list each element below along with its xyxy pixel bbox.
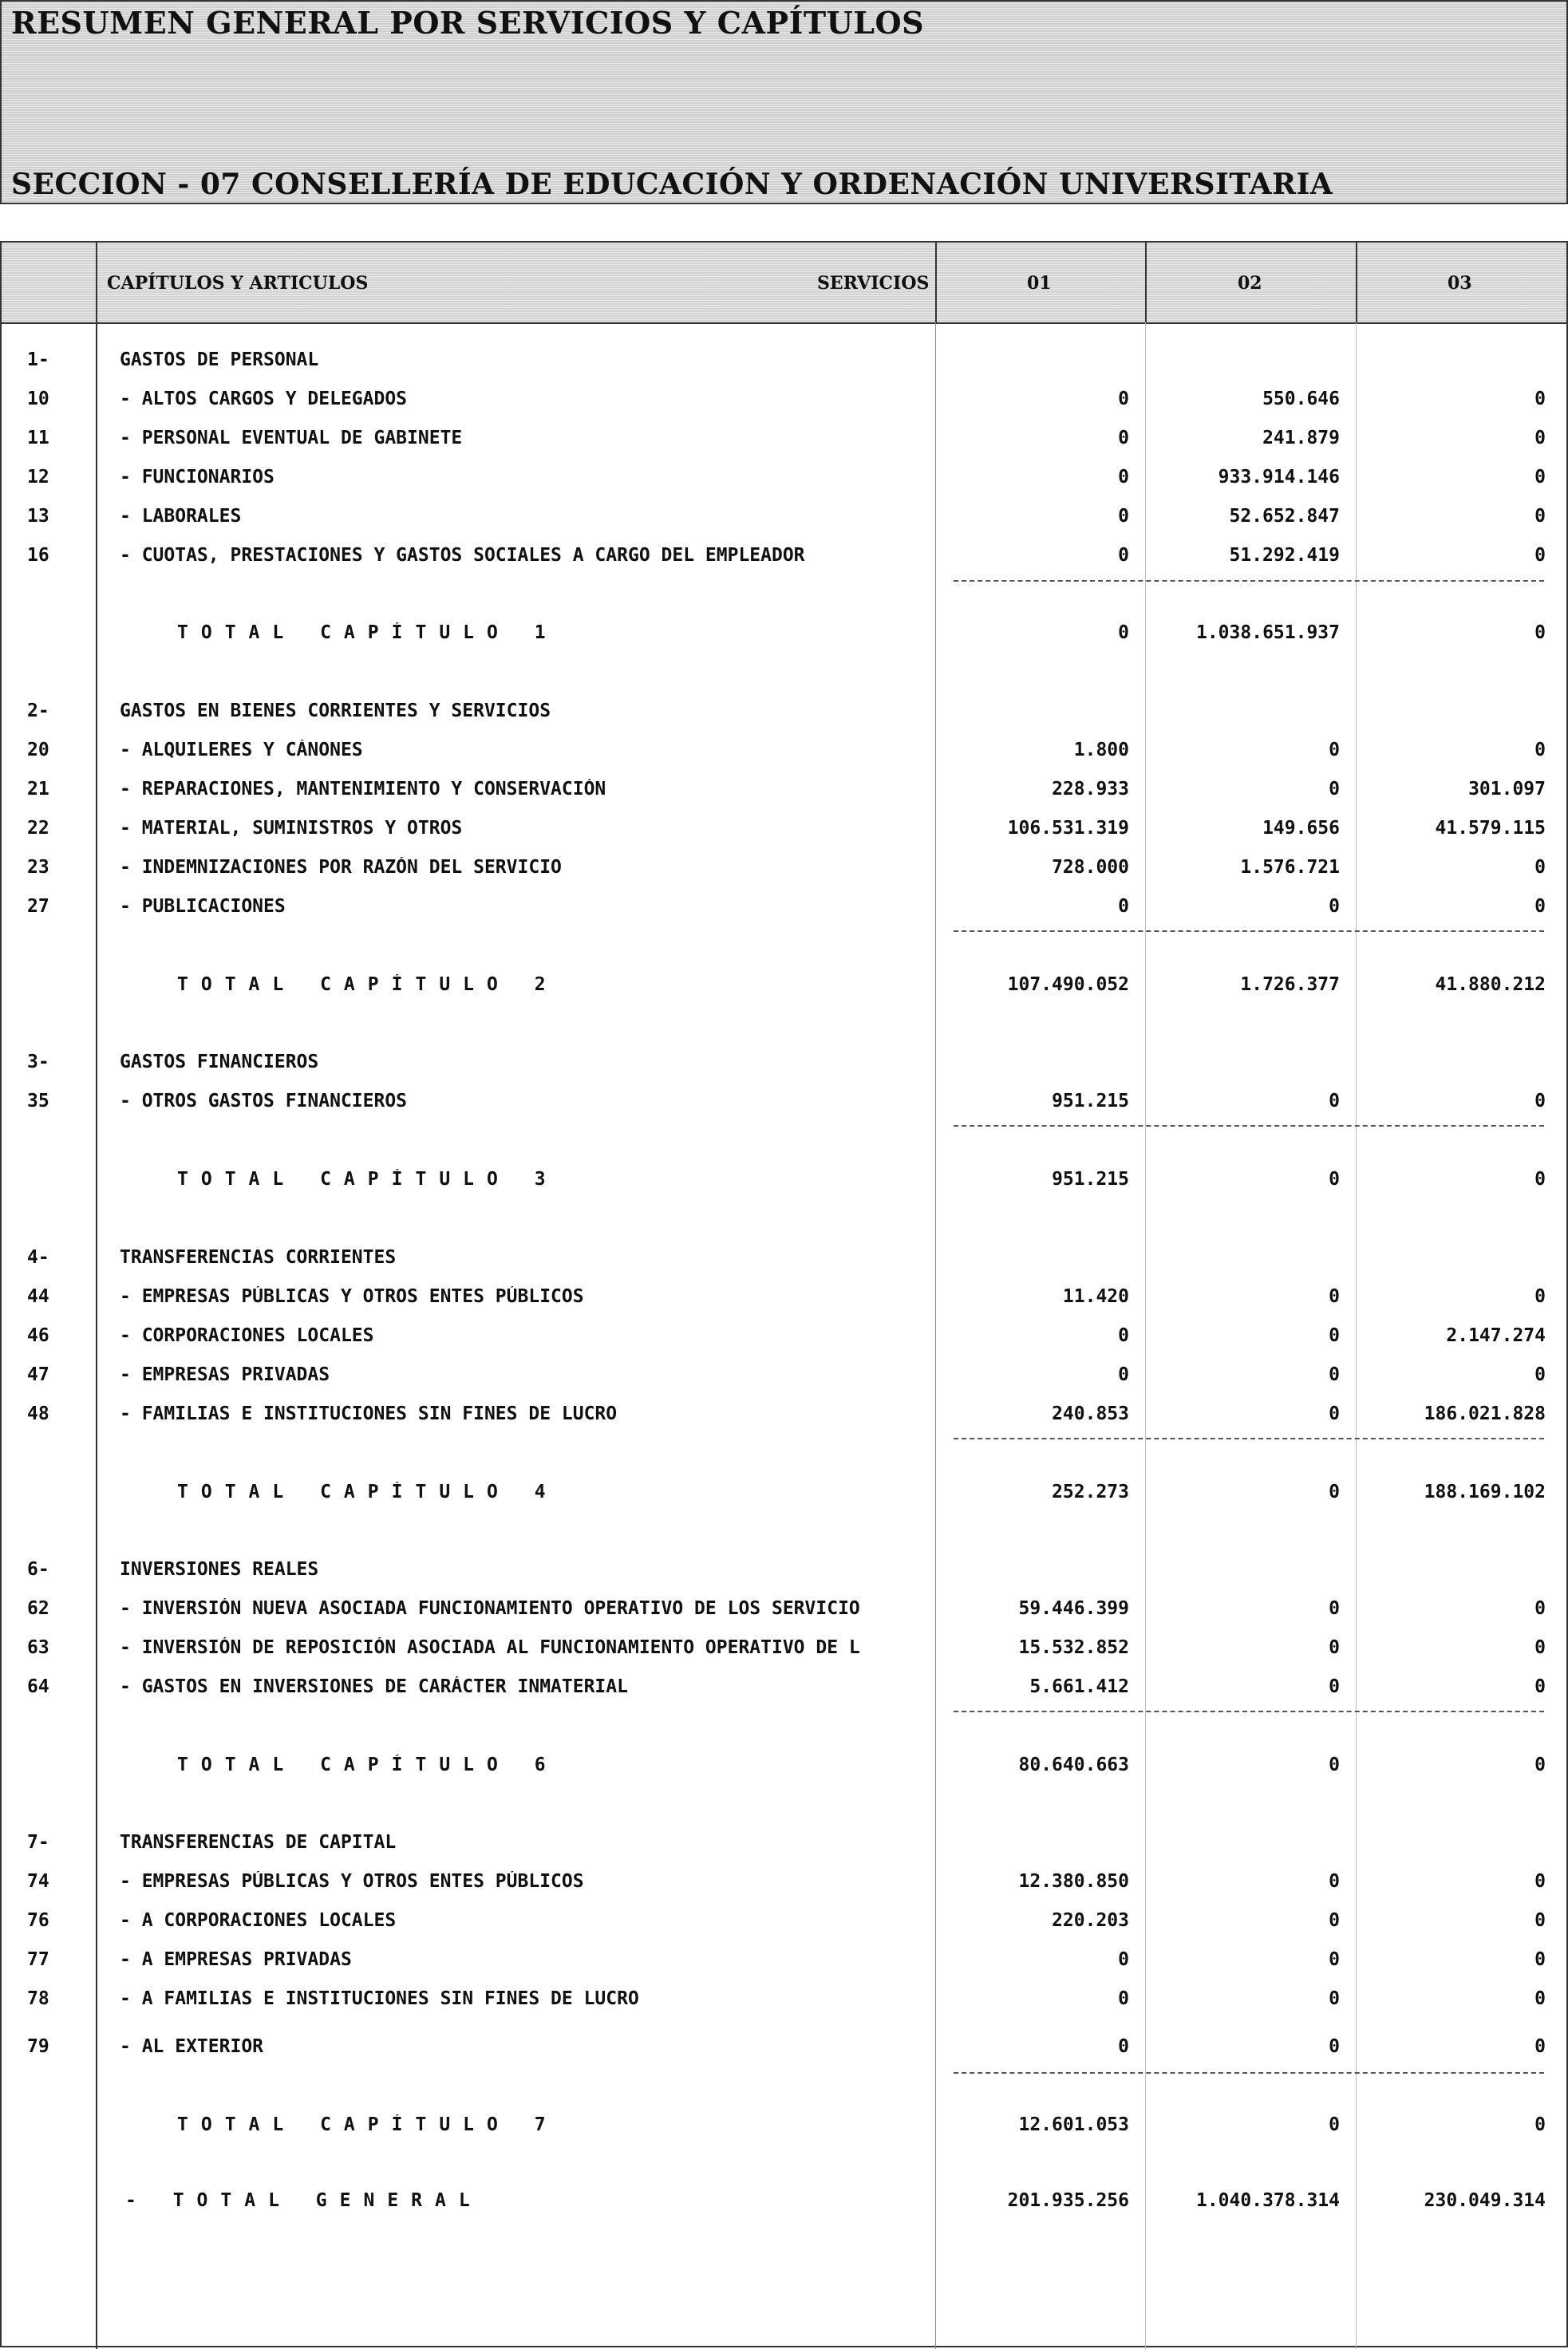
table-row xyxy=(2,1321,1568,1352)
value-servicio-03: 0 xyxy=(1534,1676,1546,1697)
row-label: GASTOS DE PERSONAL xyxy=(120,349,319,370)
row-label: - AL EXTERIOR xyxy=(120,2036,264,2057)
value-servicio-02: 0 xyxy=(1329,1325,1340,1346)
value-servicio-02: 0 xyxy=(1329,1364,1340,1385)
value-servicio-01: 12.380.850 xyxy=(1018,1871,1129,1892)
subtotal-separator xyxy=(954,1125,1544,1127)
value-servicio-03: 0 xyxy=(1534,1988,1546,2009)
chapter-total-row xyxy=(2,1750,1568,1782)
row-label: TRANSFERENCIAS DE CAPITAL xyxy=(120,1832,397,1853)
report-header xyxy=(0,0,1568,204)
subtotal-separator xyxy=(954,580,1544,582)
row-code: 13 xyxy=(27,506,49,527)
report-title: RESUMEN GENERAL POR SERVICIOS Y CAPÍTULOS xyxy=(11,5,925,41)
value-servicio-02: 0 xyxy=(1329,896,1340,917)
value-servicio-03: 0 xyxy=(1534,1910,1546,1931)
value-servicio-02: 0 xyxy=(1329,1949,1340,1970)
table-row xyxy=(2,735,1568,767)
row-code: 21 xyxy=(27,779,49,799)
value-servicio-01: 220.203 xyxy=(1052,1910,1129,1931)
value-servicio-02: 0 xyxy=(1329,1676,1340,1697)
table-row xyxy=(2,1944,1568,1976)
table-row xyxy=(2,852,1568,884)
section-title: SECCION - 07 CONSELLERÍA DE EDUCACIÓN Y ORDENACIÓN UNIVERSITARIA xyxy=(11,168,1333,201)
value-servicio-02: 1.576.721 xyxy=(1240,857,1340,878)
row-code: 16 xyxy=(27,545,49,566)
value-servicio-03: 0 xyxy=(1534,545,1546,566)
value-servicio-01: 0 xyxy=(1118,467,1129,488)
row-label: TOTAL CAPÍTULO 2 xyxy=(177,974,559,995)
divider-col-01 xyxy=(1145,243,1147,322)
row-code: 3- xyxy=(27,1052,49,1072)
table-row xyxy=(2,1086,1568,1118)
value-servicio-02: 0 xyxy=(1329,740,1340,760)
value-servicio-02: 0 xyxy=(1329,2114,1340,2135)
value-servicio-01: 11.420 xyxy=(1062,1286,1129,1307)
value-servicio-02: 0 xyxy=(1329,1637,1340,1658)
header-col-03: 03 xyxy=(1448,273,1472,294)
value-servicio-01: 0 xyxy=(1118,1364,1129,1385)
row-code: 23 xyxy=(27,857,49,878)
row-label: - CORPORACIONES LOCALES xyxy=(120,1325,374,1346)
row-code: 1- xyxy=(27,349,49,370)
row-code: 20 xyxy=(27,740,49,760)
chapter-total-row xyxy=(2,618,1568,649)
row-label: - EMPRESAS PRIVADAS xyxy=(120,1364,330,1385)
subtotal-separator xyxy=(954,930,1544,932)
row-code: 78 xyxy=(27,1988,49,2009)
chapter-row xyxy=(2,1554,1568,1586)
value-servicio-03: 0 xyxy=(1534,467,1546,488)
summary-table xyxy=(0,241,1568,2347)
chapter-row xyxy=(2,696,1568,728)
value-servicio-02: 0 xyxy=(1329,1910,1340,1931)
value-servicio-02: 0 xyxy=(1329,1988,1340,2009)
chapter-total-row xyxy=(2,1477,1568,1509)
chapter-total-row xyxy=(2,1164,1568,1196)
row-code: 77 xyxy=(27,1949,49,1970)
row-code: 62 xyxy=(27,1598,49,1619)
table-row xyxy=(2,1866,1568,1898)
row-code: 48 xyxy=(27,1403,49,1424)
header-capitulos: CAPÍTULOS Y ARTICULOS xyxy=(107,273,369,294)
row-label: - TOTAL GENERAL xyxy=(125,2190,483,2211)
subtotal-separator xyxy=(954,1711,1544,1712)
value-servicio-01: 5.661.412 xyxy=(1029,1676,1129,1697)
row-code: 76 xyxy=(27,1910,49,1931)
table-row xyxy=(2,384,1568,416)
value-servicio-01: 0 xyxy=(1118,428,1129,448)
table-row xyxy=(2,1399,1568,1431)
subtotal-separator xyxy=(954,2072,1544,2074)
row-label: TOTAL CAPÍTULO 6 xyxy=(177,1755,559,1775)
table-row xyxy=(2,1905,1568,1937)
value-servicio-02: 149.656 xyxy=(1262,818,1340,839)
row-label: GASTOS FINANCIEROS xyxy=(120,1052,319,1072)
value-servicio-02: 0 xyxy=(1329,1169,1340,1190)
table-row xyxy=(2,774,1568,806)
row-code: 46 xyxy=(27,1325,49,1346)
value-servicio-03: 0 xyxy=(1534,1364,1546,1385)
value-servicio-03: 0 xyxy=(1534,1286,1546,1307)
row-label: TRANSFERENCIAS CORRIENTES xyxy=(120,1247,397,1268)
value-servicio-01: 0 xyxy=(1118,506,1129,527)
chapter-total-row xyxy=(2,969,1568,1001)
value-servicio-03: 188.169.102 xyxy=(1424,1482,1546,1502)
row-code: 10 xyxy=(27,389,49,409)
row-label: - CUOTAS, PRESTACIONES Y GASTOS SOCIALES A CARGO DEL EMPLEADOR xyxy=(120,545,805,566)
value-servicio-02: 0 xyxy=(1329,1871,1340,1892)
row-code: 22 xyxy=(27,818,49,839)
row-label: TOTAL CAPÍTULO 7 xyxy=(177,2114,559,2135)
table-row xyxy=(2,1281,1568,1313)
value-servicio-02: 0 xyxy=(1329,1598,1340,1619)
value-servicio-01: 951.215 xyxy=(1052,1169,1129,1190)
chapter-row xyxy=(2,1242,1568,1274)
row-label: - INVERSIÓN DE REPOSICIÓN ASOCIADA AL FUNCIONAMIENTO OPERATIVO DE L xyxy=(120,1637,860,1658)
value-servicio-03: 301.097 xyxy=(1468,779,1546,799)
value-servicio-03: 0 xyxy=(1534,1949,1546,1970)
value-servicio-03: 0 xyxy=(1534,2114,1546,2135)
value-servicio-01: 0 xyxy=(1118,896,1129,917)
value-servicio-01: 15.532.852 xyxy=(1018,1637,1129,1658)
value-servicio-03: 0 xyxy=(1534,622,1546,643)
value-servicio-01: 951.215 xyxy=(1052,1091,1129,1111)
row-label: - A FAMILIAS E INSTITUCIONES SIN FINES DE LUCRO xyxy=(120,1988,639,2009)
value-servicio-03: 0 xyxy=(1534,1091,1546,1111)
value-servicio-01: 240.853 xyxy=(1052,1403,1129,1424)
value-servicio-02: 52.652.847 xyxy=(1229,506,1340,527)
table-row xyxy=(2,1672,1568,1704)
row-label: - PUBLICACIONES xyxy=(120,896,286,917)
value-servicio-03: 41.579.115 xyxy=(1435,818,1546,839)
row-label: - MATERIAL, SUMINISTROS Y OTROS xyxy=(120,818,463,839)
value-servicio-02: 241.879 xyxy=(1262,428,1340,448)
row-label: - EMPRESAS PÚBLICAS Y OTROS ENTES PÚBLICOS xyxy=(120,1286,584,1307)
value-servicio-01: 252.273 xyxy=(1052,1482,1129,1502)
value-servicio-01: 201.935.256 xyxy=(1007,2190,1129,2211)
subtotal-separator xyxy=(954,1438,1544,1439)
row-label: - INVERSIÓN NUEVA ASOCIADA FUNCIONAMIENTO OPERATIVO DE LOS SERVICIO xyxy=(120,1598,860,1619)
row-code: 44 xyxy=(27,1286,49,1307)
table-row xyxy=(2,891,1568,923)
row-label: TOTAL CAPÍTULO 1 xyxy=(177,622,559,643)
row-label: TOTAL CAPÍTULO 3 xyxy=(177,1169,559,1190)
general-total-row xyxy=(2,2185,1568,2217)
value-servicio-02: 550.646 xyxy=(1262,389,1340,409)
row-label: - A CORPORACIONES LOCALES xyxy=(120,1910,397,1931)
value-servicio-03: 0 xyxy=(1534,506,1546,527)
row-code: 12 xyxy=(27,467,49,488)
value-servicio-02: 1.726.377 xyxy=(1240,974,1340,995)
row-label: - PERSONAL EVENTUAL DE GABINETE xyxy=(120,428,463,448)
row-label: - LABORALES xyxy=(120,506,242,527)
chapter-row xyxy=(2,1827,1568,1859)
row-label: INVERSIONES REALES xyxy=(120,1559,319,1580)
value-servicio-02: 1.040.378.314 xyxy=(1195,2190,1340,2211)
value-servicio-03: 0 xyxy=(1534,2036,1546,2057)
table-row xyxy=(2,423,1568,455)
divider-col-02 xyxy=(1356,243,1357,322)
value-servicio-01: 228.933 xyxy=(1052,779,1129,799)
row-code: 6- xyxy=(27,1559,49,1580)
row-code: 11 xyxy=(27,428,49,448)
table-row xyxy=(2,2031,1568,2063)
value-servicio-02: 0 xyxy=(1329,1286,1340,1307)
value-servicio-03: 41.880.212 xyxy=(1435,974,1546,995)
value-servicio-03: 0 xyxy=(1534,857,1546,878)
value-servicio-01: 0 xyxy=(1118,1325,1129,1346)
value-servicio-01: 59.446.399 xyxy=(1018,1598,1129,1619)
value-servicio-03: 0 xyxy=(1534,1871,1546,1892)
row-label: - OTROS GASTOS FINANCIEROS xyxy=(120,1091,408,1111)
chapter-row xyxy=(2,1047,1568,1079)
row-label: - FAMILIAS E INSTITUCIONES SIN FINES DE LUCRO xyxy=(120,1403,618,1424)
row-code: 74 xyxy=(27,1871,49,1892)
row-label: - REPARACIONES, MANTENIMIENTO Y CONSERVACIÓN xyxy=(120,779,606,799)
table-row xyxy=(2,540,1568,572)
value-servicio-03: 0 xyxy=(1534,1169,1546,1190)
row-code: 4- xyxy=(27,1247,49,1268)
row-label: - GASTOS EN INVERSIONES DE CARÁCTER INMATERIAL xyxy=(120,1676,628,1697)
row-code: 7- xyxy=(27,1832,49,1853)
value-servicio-01: 0 xyxy=(1118,389,1129,409)
row-label: GASTOS EN BIENES CORRIENTES Y SERVICIOS xyxy=(120,701,551,721)
table-row xyxy=(2,1360,1568,1392)
row-label: - INDEMNIZACIONES POR RAZÓN DEL SERVICIO xyxy=(120,857,562,878)
value-servicio-03: 0 xyxy=(1534,1755,1546,1775)
value-servicio-01: 0 xyxy=(1118,1988,1129,2009)
row-label: - ALQUILERES Y CÁNONES xyxy=(120,740,363,760)
table-row xyxy=(2,462,1568,494)
row-code: 64 xyxy=(27,1676,49,1697)
value-servicio-02: 51.292.419 xyxy=(1229,545,1340,566)
value-servicio-03: 0 xyxy=(1534,1637,1546,1658)
row-code: 79 xyxy=(27,2036,49,2057)
chapter-row xyxy=(2,345,1568,377)
chapter-total-row xyxy=(2,2110,1568,2142)
value-servicio-01: 107.490.052 xyxy=(1007,974,1129,995)
row-label: - EMPRESAS PÚBLICAS Y OTROS ENTES PÚBLICOS xyxy=(120,1871,584,1892)
row-label: TOTAL CAPÍTULO 4 xyxy=(177,1482,559,1502)
header-col-02: 02 xyxy=(1238,273,1262,294)
value-servicio-01: 728.000 xyxy=(1052,857,1129,878)
table-row xyxy=(2,1984,1568,2015)
table-row xyxy=(2,1632,1568,1664)
row-label: - ALTOS CARGOS Y DELEGADOS xyxy=(120,389,408,409)
value-servicio-02: 0 xyxy=(1329,2036,1340,2057)
value-servicio-02: 0 xyxy=(1329,1403,1340,1424)
value-servicio-01: 0 xyxy=(1118,622,1129,643)
row-code: 35 xyxy=(27,1091,49,1111)
table-header xyxy=(2,243,1566,324)
value-servicio-02: 0 xyxy=(1329,779,1340,799)
table-row xyxy=(2,813,1568,845)
row-code: 47 xyxy=(27,1364,49,1385)
value-servicio-01: 0 xyxy=(1118,2036,1129,2057)
value-servicio-01: 12.601.053 xyxy=(1018,2114,1129,2135)
row-label: - A EMPRESAS PRIVADAS xyxy=(120,1949,352,1970)
header-col-01: 01 xyxy=(1027,273,1052,294)
value-servicio-01: 80.640.663 xyxy=(1018,1755,1129,1775)
value-servicio-03: 2.147.274 xyxy=(1446,1325,1546,1346)
row-label: - FUNCIONARIOS xyxy=(120,467,274,488)
value-servicio-03: 0 xyxy=(1534,896,1546,917)
table-row xyxy=(2,501,1568,533)
value-servicio-03: 0 xyxy=(1534,740,1546,760)
value-servicio-02: 933.914.146 xyxy=(1218,467,1340,488)
value-servicio-02: 0 xyxy=(1329,1091,1340,1111)
row-code: 2- xyxy=(27,701,49,721)
value-servicio-01: 0 xyxy=(1118,1949,1129,1970)
table-row xyxy=(2,1593,1568,1625)
row-code: 27 xyxy=(27,896,49,917)
row-code: 63 xyxy=(27,1637,49,1658)
value-servicio-03: 0 xyxy=(1534,428,1546,448)
header-servicios: SERVICIOS xyxy=(817,273,930,294)
value-servicio-01: 106.531.319 xyxy=(1007,818,1129,839)
value-servicio-03: 230.049.314 xyxy=(1424,2190,1546,2211)
value-servicio-01: 1.800 xyxy=(1073,740,1129,760)
value-servicio-03: 186.021.828 xyxy=(1424,1403,1546,1424)
value-servicio-03: 0 xyxy=(1534,389,1546,409)
value-servicio-02: 0 xyxy=(1329,1755,1340,1775)
value-servicio-01: 0 xyxy=(1118,545,1129,566)
value-servicio-02: 1.038.651.937 xyxy=(1195,622,1340,643)
value-servicio-02: 0 xyxy=(1329,1482,1340,1502)
value-servicio-03: 0 xyxy=(1534,1598,1546,1619)
divider-label xyxy=(935,243,937,322)
